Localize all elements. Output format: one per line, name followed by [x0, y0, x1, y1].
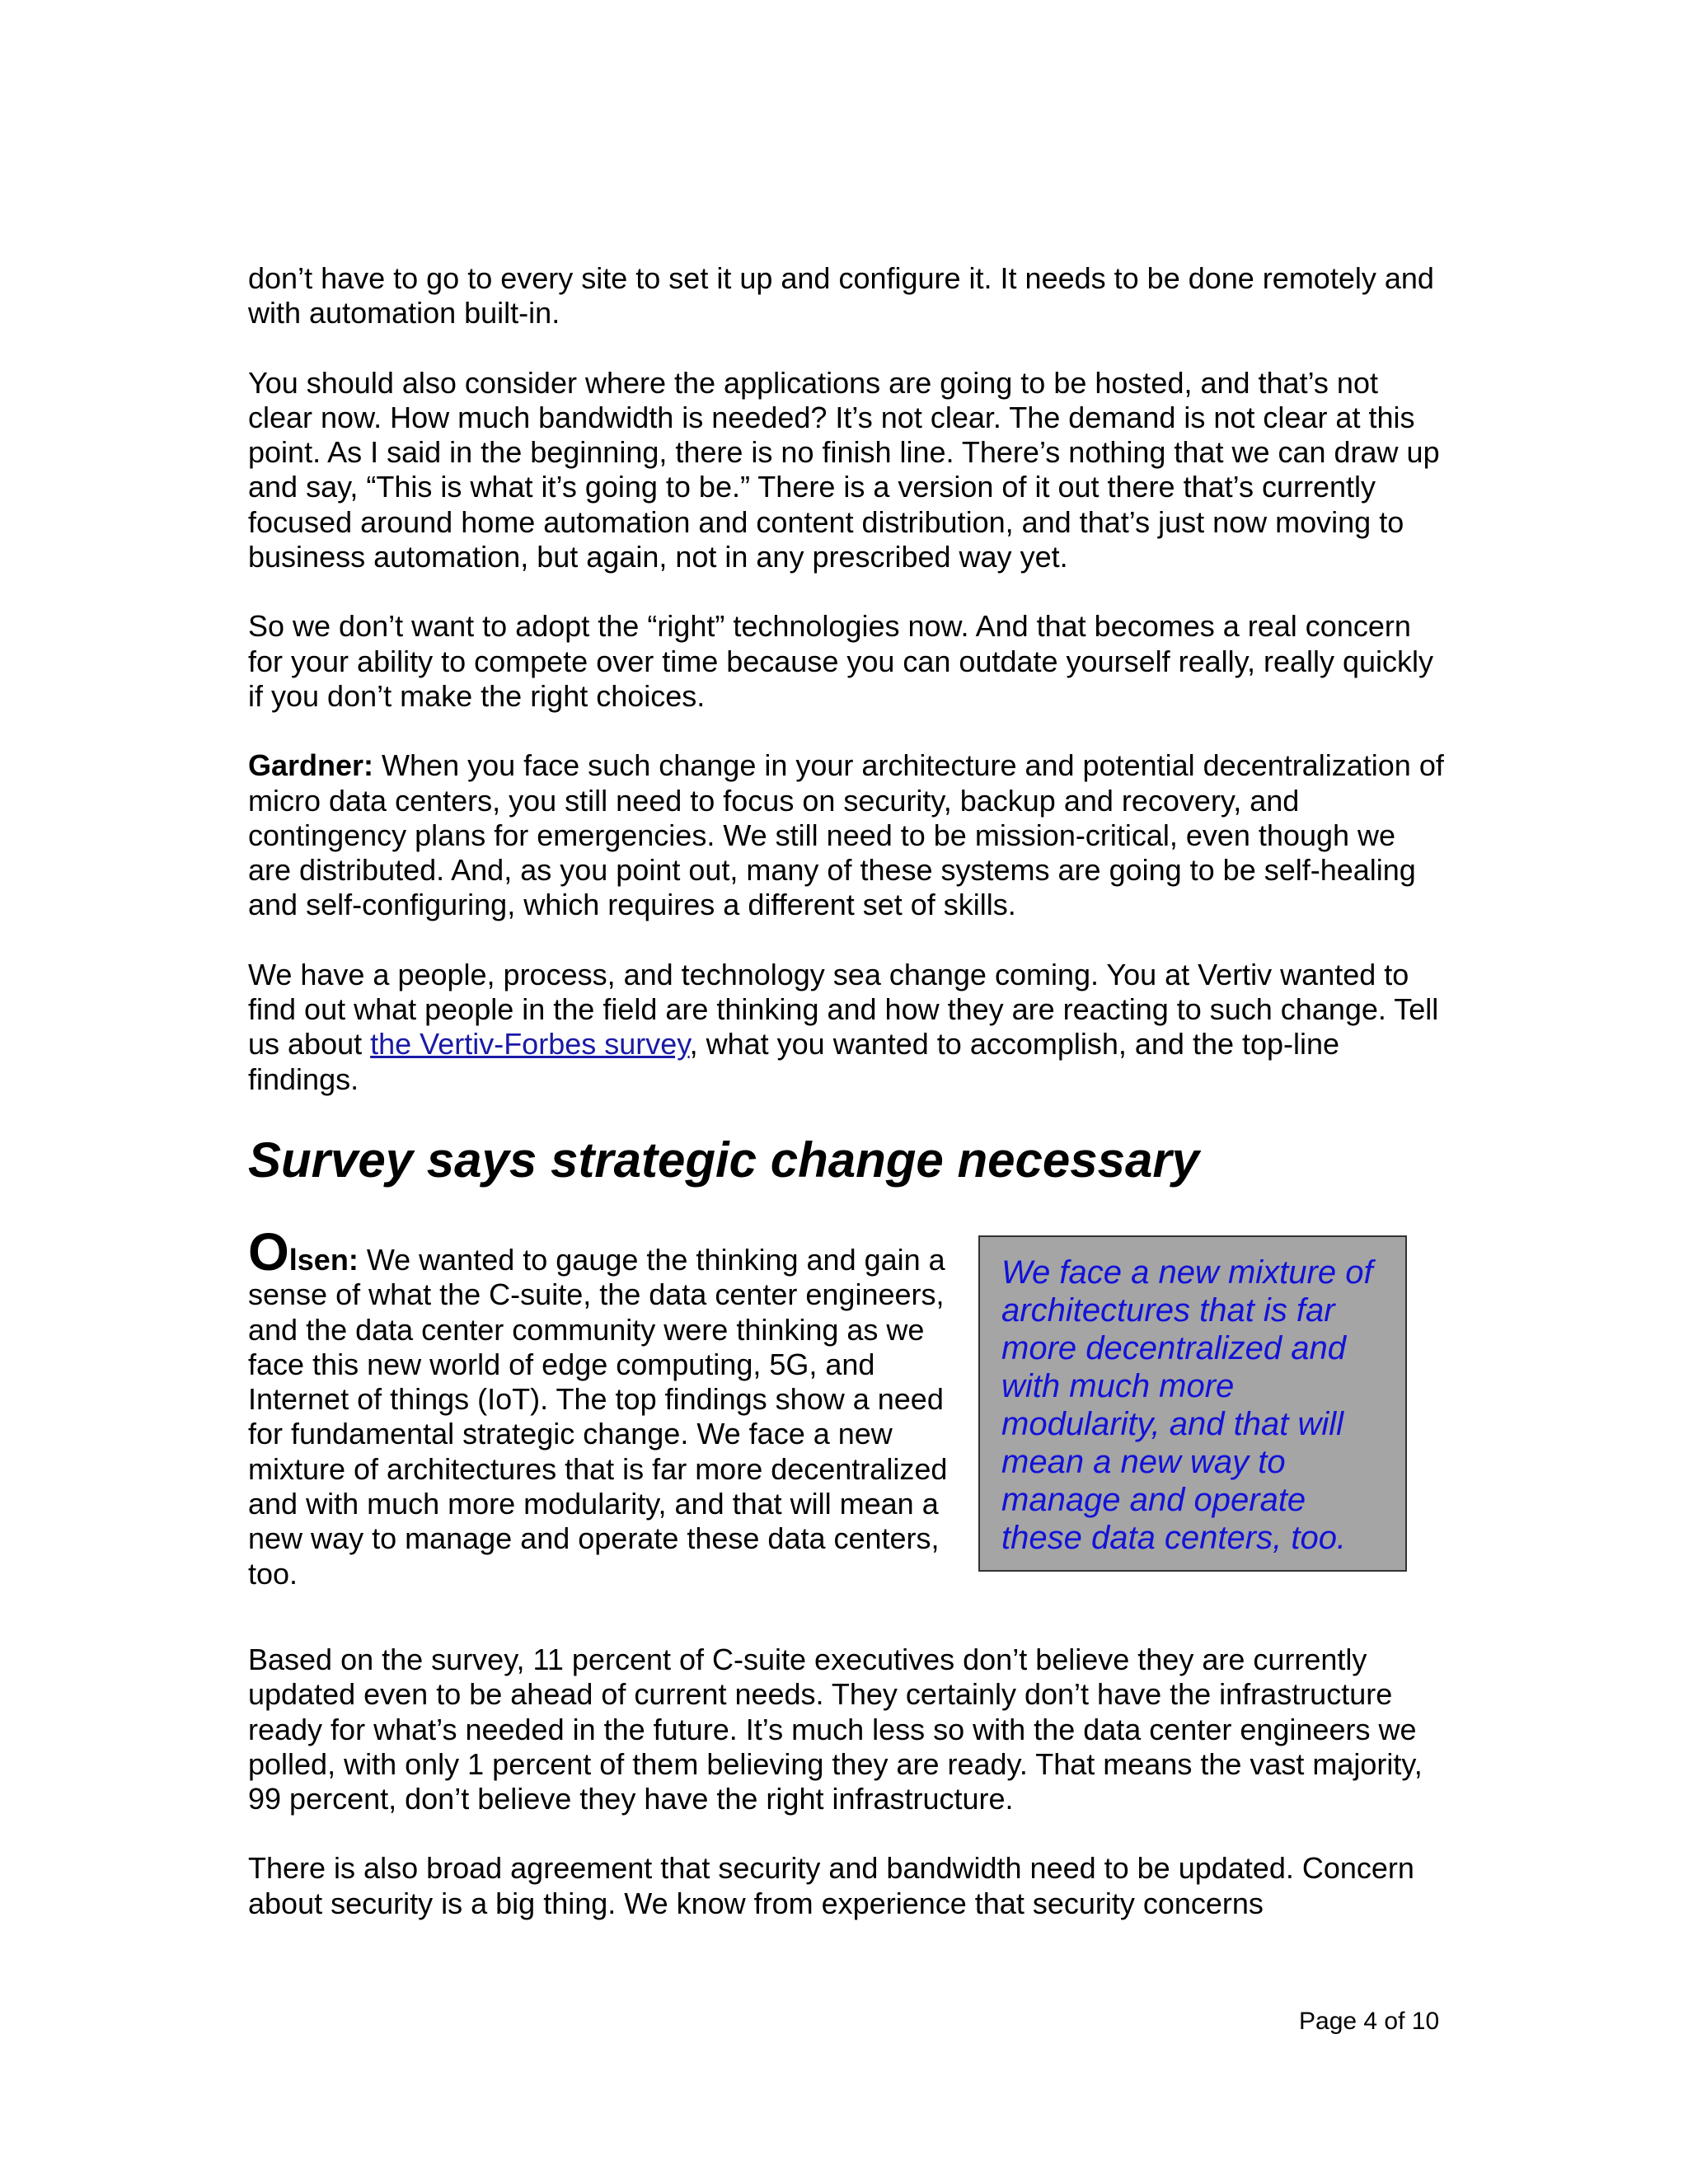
gardner-paragraph	[248, 748, 1445, 922]
question-paragraph	[248, 958, 1445, 1097]
olsen-paragraph	[248, 1221, 965, 1591]
drop-cap: O	[248, 1221, 289, 1282]
body-paragraph: So we don’t want to adopt the “right” technologies now. And that becomes a real concern for your ability to compete over time because you can outdate yourself really, really quickly if you don’t make the right choices.	[248, 609, 1434, 713]
pull-quote-box	[978, 1235, 1407, 1572]
section-heading: Survey says strategic change necessary	[248, 1132, 1200, 1188]
page-number: Page 4 of 10	[1299, 2008, 1440, 2035]
pull-quote-text: We face a new mixture of architectures that is far more decentralized and with much more modularity, and that will mean a new way to manage and operate these data centers, too.	[1001, 1254, 1373, 1556]
body-paragraph: Based on the survey, 11 percent of C-suite executives don’t believe they are currently updated even to be ahead of current needs. They certainly don’t have the infrastructure ready for what’s needed in the future. It’s much less so with the data center engineers we polled, with only 1 percent of them believing they are ready. That means the vast majority, 99 percent, don’t believe they have the right infrastructure.	[248, 1642, 1423, 1816]
page-content	[248, 261, 1445, 1956]
body-paragraph: don’t have to go to every site to set it up and configure it. It needs to be done remotely and with automation built-in.	[248, 261, 1434, 330]
question-text-before-link: We have a people, process, and technology sea change coming. You at Vertiv wanted to find out what people in the field are thinking and how they are reacting to such change. Tell us about	[248, 957, 1439, 1062]
question-text-after-link: , what you wanted to accomplish, and the top-line findings.	[248, 1027, 1340, 1096]
body-paragraph: You should also consider where the applications are going to be hosted, and that’s not clear now. How much bandwidth is needed? It’s not clear. The demand is not clear at this point. As I said in the beginning, there is no finish line. There’s nothing that we can draw up and say, “This is what it’s going to be.” There is a version of it out there that’s currently focused around home automation and content distribution, and that’s just now moving to business automation, but again, not in any prescribed way yet.	[248, 365, 1440, 574]
olsen-text: We wanted to gauge the thinking and gain a sense of what the C-suite, the data center engineers, and the data center community were thinking as we face this new world of edge computing, 5G, and Internet of things (IoT). The top findings show a need for fundamental strategic change. We face a new mixture of architectures that is far more decentralized and with much more modularity, and that will mean a new way to manage and operate these data centers, too.	[248, 1242, 948, 1591]
olsen-section	[248, 1221, 1445, 1608]
speaker-name-olsen: lsen:	[288, 1242, 359, 1277]
speaker-name-gardner: Gardner:	[248, 748, 374, 783]
body-paragraph: There is also broad agreement that security and bandwidth need to be updated. Concern about security is a big thing. We know from experience that security concerns	[248, 1851, 1414, 1920]
gardner-text: When you face such change in your architecture and potential decentralization of micro data centers, you still need to focus on security, backup and recovery, and contingency plans for emergencies. We still need to be mission-critical, even though we are distributed. And, as you point out, many of these systems are going to be self-healing and self-configuring, which requires a different set of skills.	[248, 748, 1444, 922]
vertiv-forbes-survey-link[interactable]: the Vertiv-Forbes survey	[370, 1027, 690, 1062]
